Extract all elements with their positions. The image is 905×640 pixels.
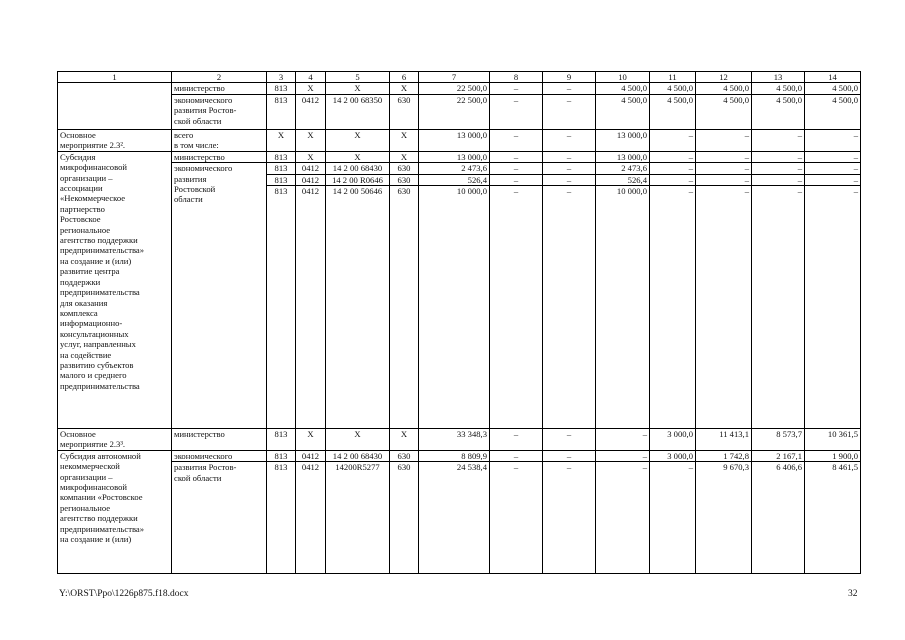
table-cell: 10 000,0: [596, 186, 650, 429]
column-number: 8: [490, 72, 543, 83]
table-cell: 630: [390, 94, 419, 129]
program-cell: Основное мероприятие 2.3³.: [58, 429, 172, 451]
column-number: 9: [543, 72, 596, 83]
table-cell: –: [490, 429, 543, 451]
table-cell: 4 500,0: [752, 94, 805, 129]
table-cell: 526,4: [596, 174, 650, 185]
column-number: 3: [267, 72, 296, 83]
table-cell: –: [543, 94, 596, 129]
executor-cell: экономического развития Ростов- ской области: [172, 94, 267, 129]
table-cell: Х: [390, 151, 419, 162]
table-cell: 4 500,0: [650, 83, 696, 94]
table-cell: –: [543, 429, 596, 451]
table-cell: 0412: [296, 174, 326, 185]
table-cell: 813: [267, 83, 296, 94]
executor-cell: министерство: [172, 151, 267, 162]
table-cell: 813: [267, 462, 296, 574]
table-cell: –: [596, 429, 650, 451]
table-cell: Х: [326, 429, 390, 451]
table-cell: –: [805, 151, 861, 162]
table-cell: 24 538,4: [419, 462, 490, 574]
table-cell: –: [696, 186, 752, 429]
table-cell: –: [490, 462, 543, 574]
table-cell: 14200R5277: [326, 462, 390, 574]
table-cell: 6 406,6: [752, 462, 805, 574]
table-cell: –: [752, 151, 805, 162]
table-row: [58, 462, 861, 574]
table-cell: 4 500,0: [650, 94, 696, 129]
table-cell: 2 167,1: [752, 450, 805, 461]
executor-cell: экономического развития Ростовской области: [172, 163, 267, 429]
table-cell: 630: [390, 163, 419, 174]
table-cell: 0412: [296, 163, 326, 174]
table-cell: –: [543, 462, 596, 574]
table-cell: –: [752, 174, 805, 185]
table-cell: 14 2 00 50646: [326, 186, 390, 429]
table-cell: 14 2 00 R0646: [326, 174, 390, 185]
table-cell: 0412: [296, 450, 326, 461]
table-cell: –: [650, 462, 696, 574]
column-number: 1: [58, 72, 172, 83]
table-cell: –: [543, 129, 596, 151]
table-cell: –: [752, 163, 805, 174]
table-row: [58, 163, 861, 174]
table-cell: 3 000,0: [650, 429, 696, 451]
table-cell: –: [490, 174, 543, 185]
table-cell: –: [805, 186, 861, 429]
column-number: 11: [650, 72, 696, 83]
table-cell: –: [543, 186, 596, 429]
program-cell: Субсидия микрофинансовой организации – ассоциации «Некоммерческое партнерство Ростовское региональное агентство поддержки предпринимательства» на создание и (или) развитие центра поддержки предпринимательства для оказания комплекса информационно- консультационных услуг, направленных на содействие развитию субъектов малого и среднего предпринимательства: [58, 151, 172, 428]
table-cell: Х: [390, 83, 419, 94]
program-cell: Основное мероприятие 2.3².: [58, 129, 172, 151]
table-cell: Х: [326, 151, 390, 162]
table-cell: 14 2 00 68350: [326, 94, 390, 129]
table-cell: –: [805, 174, 861, 185]
table-cell: –: [596, 450, 650, 461]
program-cell: [58, 83, 172, 129]
table-cell: –: [543, 151, 596, 162]
table-cell: 4 500,0: [696, 83, 752, 94]
table-cell: 0412: [296, 462, 326, 574]
table-cell: 813: [267, 94, 296, 129]
table-cell: 813: [267, 429, 296, 451]
table-cell: 526,4: [419, 174, 490, 185]
table-cell: 813: [267, 450, 296, 461]
table-cell: Х: [296, 129, 326, 151]
table-cell: –: [696, 163, 752, 174]
table-row: [58, 83, 861, 94]
table-cell: 13 000,0: [419, 151, 490, 162]
table-cell: 813: [267, 151, 296, 162]
table-cell: 813: [267, 174, 296, 185]
table-cell: –: [543, 163, 596, 174]
table-cell: 4 500,0: [596, 94, 650, 129]
table-cell: 8 809,9: [419, 450, 490, 461]
column-number: 6: [390, 72, 419, 83]
executor-cell: всего в том числе:: [172, 129, 267, 151]
executor-cell: министерство: [172, 83, 267, 94]
table-cell: 813: [267, 163, 296, 174]
table-row: [58, 151, 861, 162]
table-cell: Х: [296, 429, 326, 451]
column-number: 5: [326, 72, 390, 83]
table-row: [58, 450, 861, 461]
table-row: [58, 429, 861, 451]
table-cell: –: [650, 186, 696, 429]
table-cell: –: [490, 450, 543, 461]
table-cell: Х: [326, 83, 390, 94]
table-cell: 630: [390, 462, 419, 574]
executor-cell: экономического: [172, 450, 267, 461]
table-cell: Х: [267, 129, 296, 151]
table-cell: –: [543, 450, 596, 461]
table-cell: 4 500,0: [752, 83, 805, 94]
table-cell: –: [596, 462, 650, 574]
table-cell: 10 361,5: [805, 429, 861, 451]
table-cell: –: [752, 129, 805, 151]
table-cell: –: [650, 151, 696, 162]
table-cell: –: [543, 83, 596, 94]
column-number: 2: [172, 72, 267, 83]
table-cell: Х: [296, 83, 326, 94]
table-cell: –: [696, 151, 752, 162]
column-number: 12: [696, 72, 752, 83]
table-cell: 4 500,0: [805, 83, 861, 94]
table-cell: 0412: [296, 94, 326, 129]
table-cell: 10 000,0: [419, 186, 490, 429]
table-cell: –: [696, 129, 752, 151]
table-cell: 22 500,0: [419, 94, 490, 129]
table-cell: 8 461,5: [805, 462, 861, 574]
column-number-row: [58, 72, 861, 83]
table-cell: 8 573,7: [752, 429, 805, 451]
table-cell: –: [490, 186, 543, 429]
table-cell: 14 2 00 68430: [326, 450, 390, 461]
table-cell: –: [805, 129, 861, 151]
document-file-path: Y:\ORST\Ppo\1226p875.f18.docx: [59, 589, 189, 599]
budget-table: [57, 71, 861, 574]
table-cell: 630: [390, 186, 419, 429]
column-number: 10: [596, 72, 650, 83]
table-cell: –: [490, 83, 543, 94]
executor-cell: министерство: [172, 429, 267, 451]
table-cell: 13 000,0: [596, 151, 650, 162]
table-cell: 630: [390, 450, 419, 461]
table-cell: –: [696, 174, 752, 185]
table-cell: 1 900,0: [805, 450, 861, 461]
table-cell: 813: [267, 186, 296, 429]
table-cell: 33 348,3: [419, 429, 490, 451]
table-cell: 9 670,3: [696, 462, 752, 574]
table-cell: 22 500,0: [419, 83, 490, 94]
table-cell: –: [650, 163, 696, 174]
table-cell: –: [490, 163, 543, 174]
table-cell: –: [543, 174, 596, 185]
table-row: [58, 129, 861, 151]
column-number: 4: [296, 72, 326, 83]
table-cell: –: [650, 174, 696, 185]
table-cell: 13 000,0: [596, 129, 650, 151]
table-cell: Х: [390, 129, 419, 151]
table-cell: 11 413,1: [696, 429, 752, 451]
table-cell: 3 000,0: [650, 450, 696, 461]
table-cell: 630: [390, 174, 419, 185]
column-number: 13: [752, 72, 805, 83]
table-cell: 4 500,0: [596, 83, 650, 94]
table-cell: 14 2 00 68430: [326, 163, 390, 174]
table-row: [58, 94, 861, 129]
table-cell: 1 742,8: [696, 450, 752, 461]
table-cell: –: [805, 163, 861, 174]
table-cell: –: [490, 151, 543, 162]
table-cell: –: [490, 129, 543, 151]
table-cell: 4 500,0: [696, 94, 752, 129]
table-cell: 13 000,0: [419, 129, 490, 151]
table-cell: Х: [390, 429, 419, 451]
table-cell: 2 473,6: [596, 163, 650, 174]
table-cell: Х: [296, 151, 326, 162]
table-cell: 4 500,0: [805, 94, 861, 129]
program-cell: Субсидия автономной некоммерческой организации – микрофинансовой компании «Ростовское региональное агентство поддержки предпринимательства» на создание и (или): [58, 450, 172, 573]
table-cell: Х: [326, 129, 390, 151]
table-cell: 0412: [296, 186, 326, 429]
page-number: 32: [848, 589, 858, 599]
column-number: 7: [419, 72, 490, 83]
table-cell: –: [650, 129, 696, 151]
table-cell: –: [490, 94, 543, 129]
table-cell: 2 473,6: [419, 163, 490, 174]
executor-cell: развития Ростов- ской области: [172, 462, 267, 574]
table-cell: –: [752, 186, 805, 429]
column-number: 14: [805, 72, 861, 83]
